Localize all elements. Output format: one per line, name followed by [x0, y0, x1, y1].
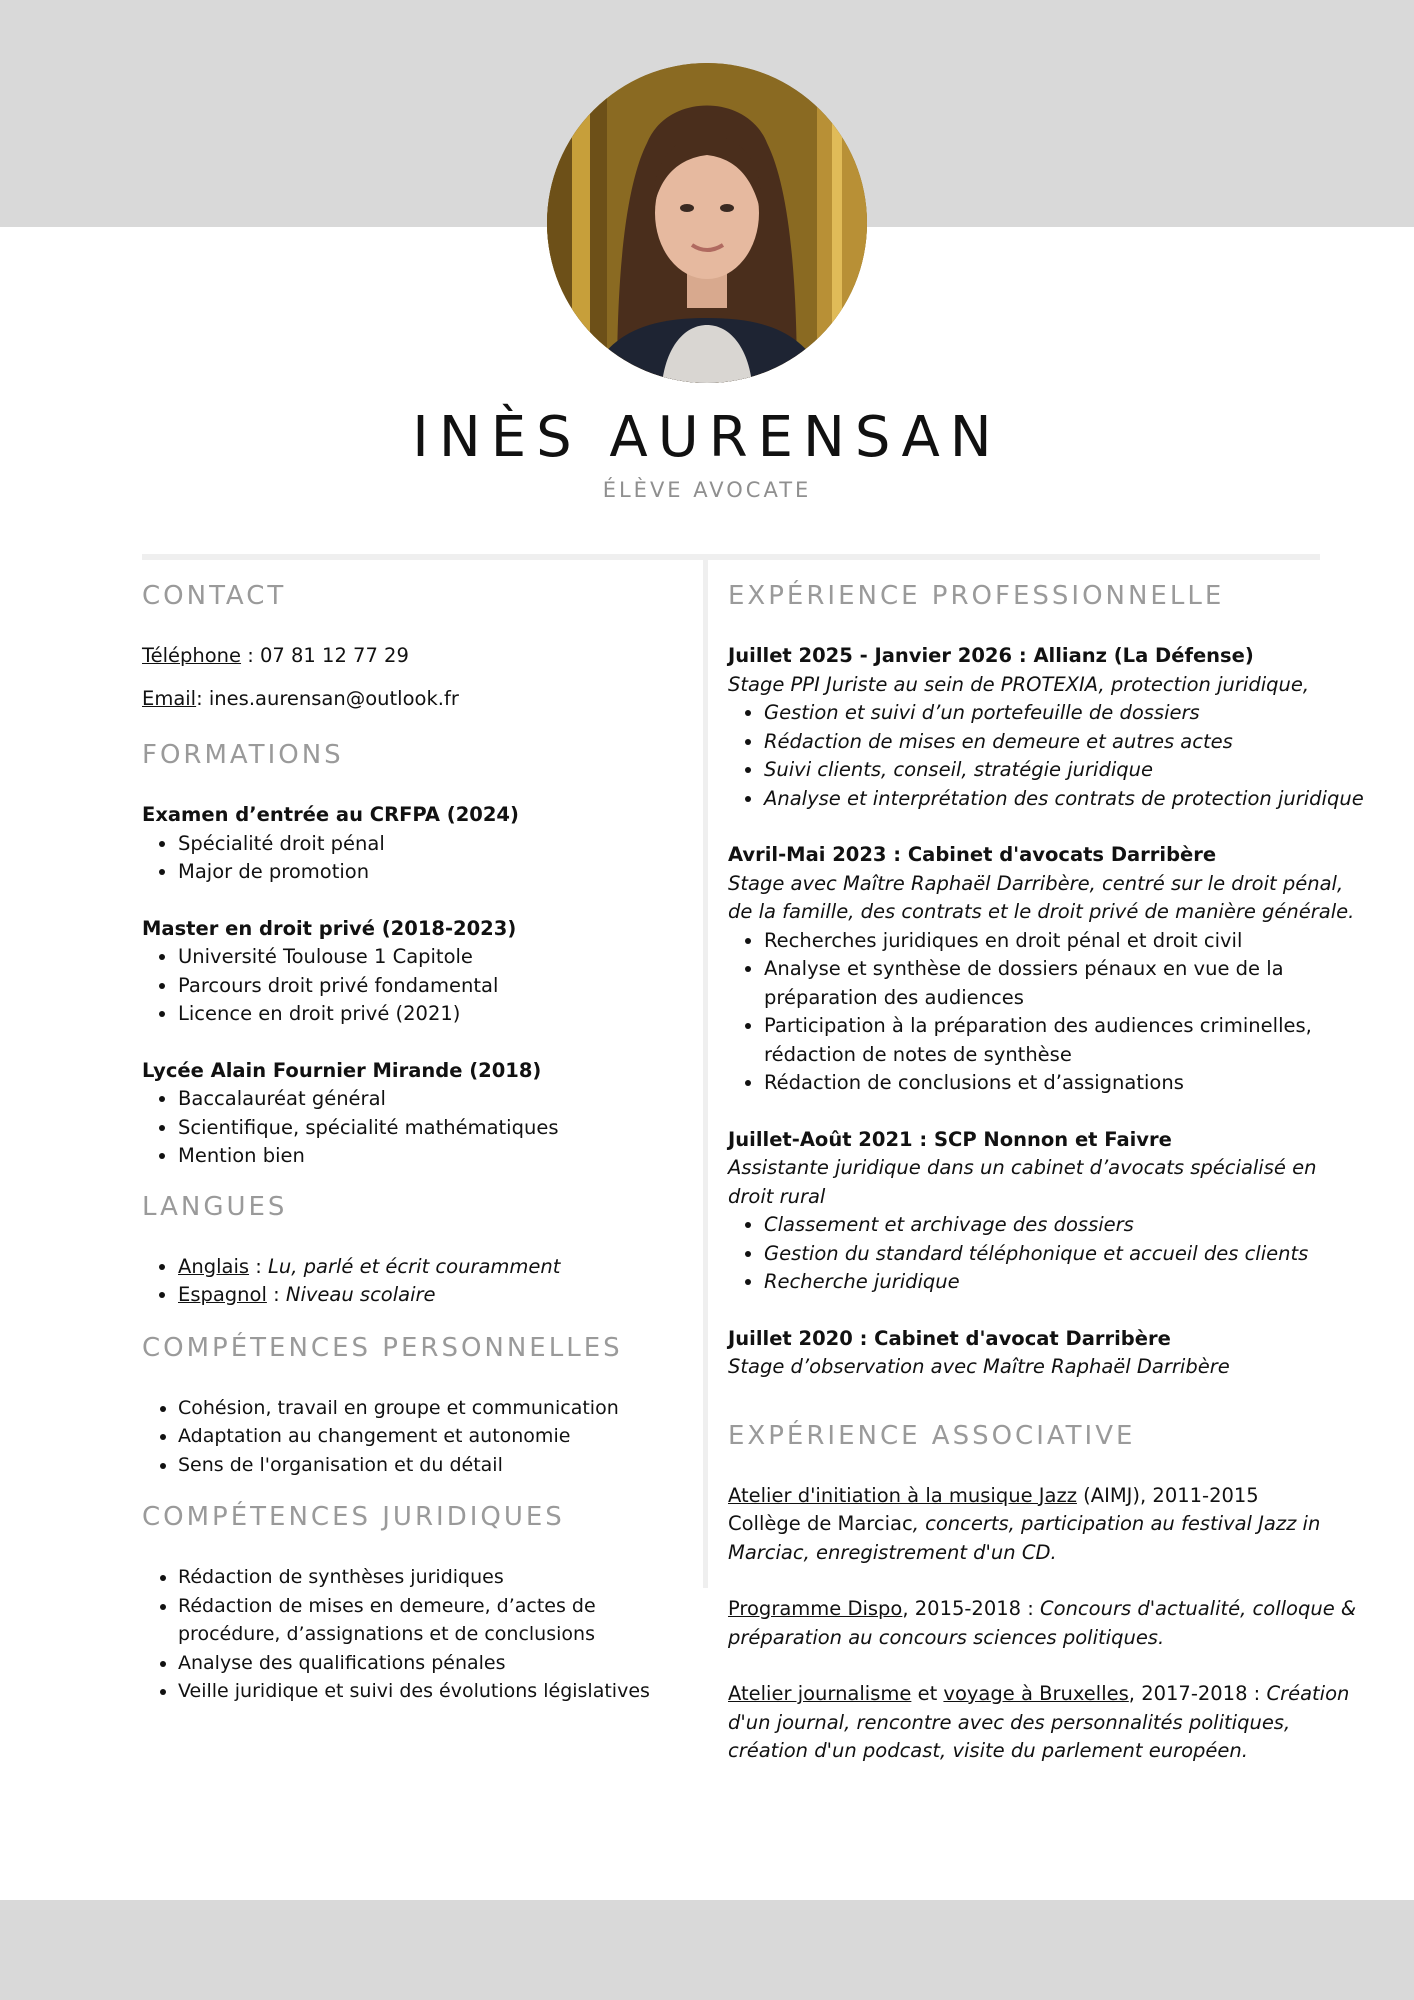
phone-line [142, 642, 682, 671]
formation-bullets [142, 830, 682, 887]
associative-desc: Création d'un journal, rencontre avec des personnalités politiques, création d'un podcast, visite du parlement européen. [728, 1682, 1350, 1762]
experience-desc: Assistante juridique dans un cabinet d’avocats spécialisé en droit rural [728, 1156, 1317, 1208]
list-item: • Rédaction de synthèses juridiques [178, 1563, 682, 1592]
contact-title: CONTACT [142, 581, 287, 611]
list-item: • Université Toulouse 1 Capitole [178, 943, 682, 972]
experience-desc: Stage PPI Juriste au sein de PROTEXIA, protection juridique, [728, 672, 1310, 696]
list-item: • Recherches juridiques en droit pénal et droit civil [764, 927, 1368, 956]
associative-sep: : [1021, 1597, 1041, 1620]
horizontal-divider [142, 554, 1320, 560]
experience-bullets [728, 1211, 1368, 1297]
associative-item [728, 1595, 1368, 1652]
list-item: • Gestion du standard téléphonique et accueil des clients [764, 1240, 1368, 1269]
list-item: • Major de promotion [178, 858, 682, 887]
competences-perso-list [142, 1394, 682, 1480]
list-item: • Cohésion, travail en groupe et communication [178, 1394, 682, 1423]
list-item: • Recherche juridique [764, 1268, 1368, 1297]
list-item: • Adaptation au changement et autonomie [178, 1422, 682, 1451]
email-value: ines.aurensan@outlook.fr [208, 686, 459, 710]
phone-value: 07 81 12 77 29 [260, 644, 409, 667]
list-item: • Rédaction de mises en demeure et autres actes [764, 728, 1368, 757]
list-item: • Veille juridique et suivi des évolutions législatives [178, 1677, 682, 1706]
associative-meta: (AIMJ), 2011-2015 [1076, 1483, 1259, 1507]
list-item: • Baccalauréat général [178, 1085, 682, 1114]
profile-photo [547, 63, 867, 383]
formation-heading: Examen d’entrée au CRFPA (2024) [142, 803, 519, 826]
competences-perso-title: COMPÉTENCES PERSONNELLES [142, 1332, 623, 1363]
associative-desc: Concours d'actualité, colloque & préparation au concours sciences politiques. [728, 1597, 1357, 1649]
list-item: • Gestion et suivi d’un portefeuille de dossiers [764, 699, 1368, 728]
associative-and: et [911, 1682, 944, 1705]
list-item: • Analyse et interprétation des contrats de protection juridique [764, 785, 1368, 814]
formation-bullets [142, 943, 682, 1029]
email-sep: : [196, 686, 209, 710]
list-item: • Rédaction de mises en demeure, d’actes de procédure, d’assignations et de conclusions [178, 1592, 682, 1649]
langues-list [142, 1253, 682, 1310]
list-item: • Sens de l'organisation et du détail [178, 1451, 682, 1480]
experience-bullets [728, 699, 1368, 813]
language-level: Lu, parlé et écrit couramment [268, 1254, 561, 1278]
formation-item [142, 801, 682, 887]
email-label: Email [142, 686, 197, 710]
phone-sep: : [241, 644, 261, 667]
list-item: • Analyse et synthèse de dossiers pénaux en vue de la préparation des audiences [764, 955, 1368, 1012]
experience-heading: Juillet 2025 - Janvier 2026 : Allianz (La Défense) [728, 644, 1254, 667]
formation-heading: Master en droit privé (2018-2023) [142, 916, 517, 940]
phone-label: Téléphone [142, 644, 242, 667]
footer-band [0, 1900, 1414, 2000]
experience-desc: Stage avec Maître Raphaël Darribère, centré sur le droit pénal, de la famille, des contrats et le droit privé de manière générale. [728, 871, 1355, 923]
list-item: • Rédaction de conclusions et d’assignations [764, 1069, 1368, 1098]
list-item: • Licence en droit privé (2021) [178, 1000, 682, 1029]
competences-jur-list [142, 1563, 682, 1706]
experience-bullets [728, 927, 1368, 1098]
language-level: Niveau scolaire [285, 1283, 436, 1306]
language-name: Espagnol [178, 1283, 267, 1306]
associative-item [728, 1482, 1368, 1568]
formation-item [142, 915, 682, 1029]
experience-heading: Juillet-Août 2021 : SCP Nonnon et Faivre [728, 1127, 1172, 1151]
list-item: • Spécialité droit pénal [178, 830, 682, 859]
experience-heading: Avril-Mai 2023 : Cabinet d'avocats Darribère [728, 843, 1217, 866]
list-item: • Parcours droit privé fondamental [178, 972, 682, 1001]
job-title: ÉLÈVE AVOCATE [602, 478, 812, 502]
formation-heading: Lycée Alain Fournier Mirande (2018) [142, 1058, 542, 1082]
list-item: • Suivi clients, conseil, stratégie juridique [764, 756, 1368, 785]
associative-title: EXPÉRIENCE ASSOCIATIVE [728, 1420, 1136, 1451]
language-sep: : [266, 1283, 286, 1306]
associative-desc: , concerts, participation au festival Jazz in Marciac, enregistrement d'un CD. [728, 1512, 1321, 1564]
formation-bullets [142, 1085, 682, 1171]
associative-link: Atelier journalisme [728, 1682, 912, 1705]
experience-heading: Juillet 2020 : Cabinet d'avocat Darribère [728, 1326, 1171, 1350]
list-item [178, 1281, 682, 1310]
formation-item [142, 1057, 682, 1171]
formations-title: FORMATIONS [142, 740, 344, 770]
associative-link: Atelier d'initiation à la musique Jazz [728, 1483, 1077, 1507]
associative-meta: , 2017-2018 [1128, 1682, 1248, 1705]
left-column [142, 576, 682, 1706]
list-item: • Scientifique, spécialité mathématiques [178, 1114, 682, 1143]
langues-title: LANGUES [142, 1191, 288, 1222]
experience-item [728, 1126, 1368, 1297]
experience-item [728, 841, 1368, 1098]
list-item: • Analyse des qualifications pénales [178, 1649, 682, 1678]
associative-link: voyage à Bruxelles [943, 1682, 1129, 1705]
associative-sep: : [1247, 1682, 1267, 1705]
associative-meta: , 2015-2018 [902, 1597, 1022, 1620]
vertical-divider [703, 560, 708, 1588]
associative-item [728, 1680, 1368, 1766]
list-item [178, 1253, 682, 1282]
person-name: INÈS AURENSAN [412, 405, 1002, 470]
experience-item [728, 1325, 1368, 1382]
experience-item [728, 642, 1368, 813]
right-column [728, 576, 1368, 1794]
language-name: Anglais [178, 1254, 250, 1278]
experience-desc: Stage d’observation avec Maître Raphaël Darribère [728, 1355, 1230, 1378]
associative-place: Collège de Marciac [728, 1512, 913, 1535]
experience-title: EXPÉRIENCE PROFESSIONNELLE [728, 581, 1225, 611]
competences-jur-title: COMPÉTENCES JURIDIQUES [142, 1502, 565, 1532]
list-item: • Participation à la préparation des audiences criminelles, rédaction de notes de synthèse [764, 1012, 1368, 1069]
list-item: • Classement et archivage des dossiers [764, 1211, 1368, 1240]
associative-link: Programme Dispo [728, 1597, 903, 1620]
email-line [142, 685, 682, 714]
language-sep: : [249, 1254, 268, 1278]
list-item: • Mention bien [178, 1142, 682, 1171]
